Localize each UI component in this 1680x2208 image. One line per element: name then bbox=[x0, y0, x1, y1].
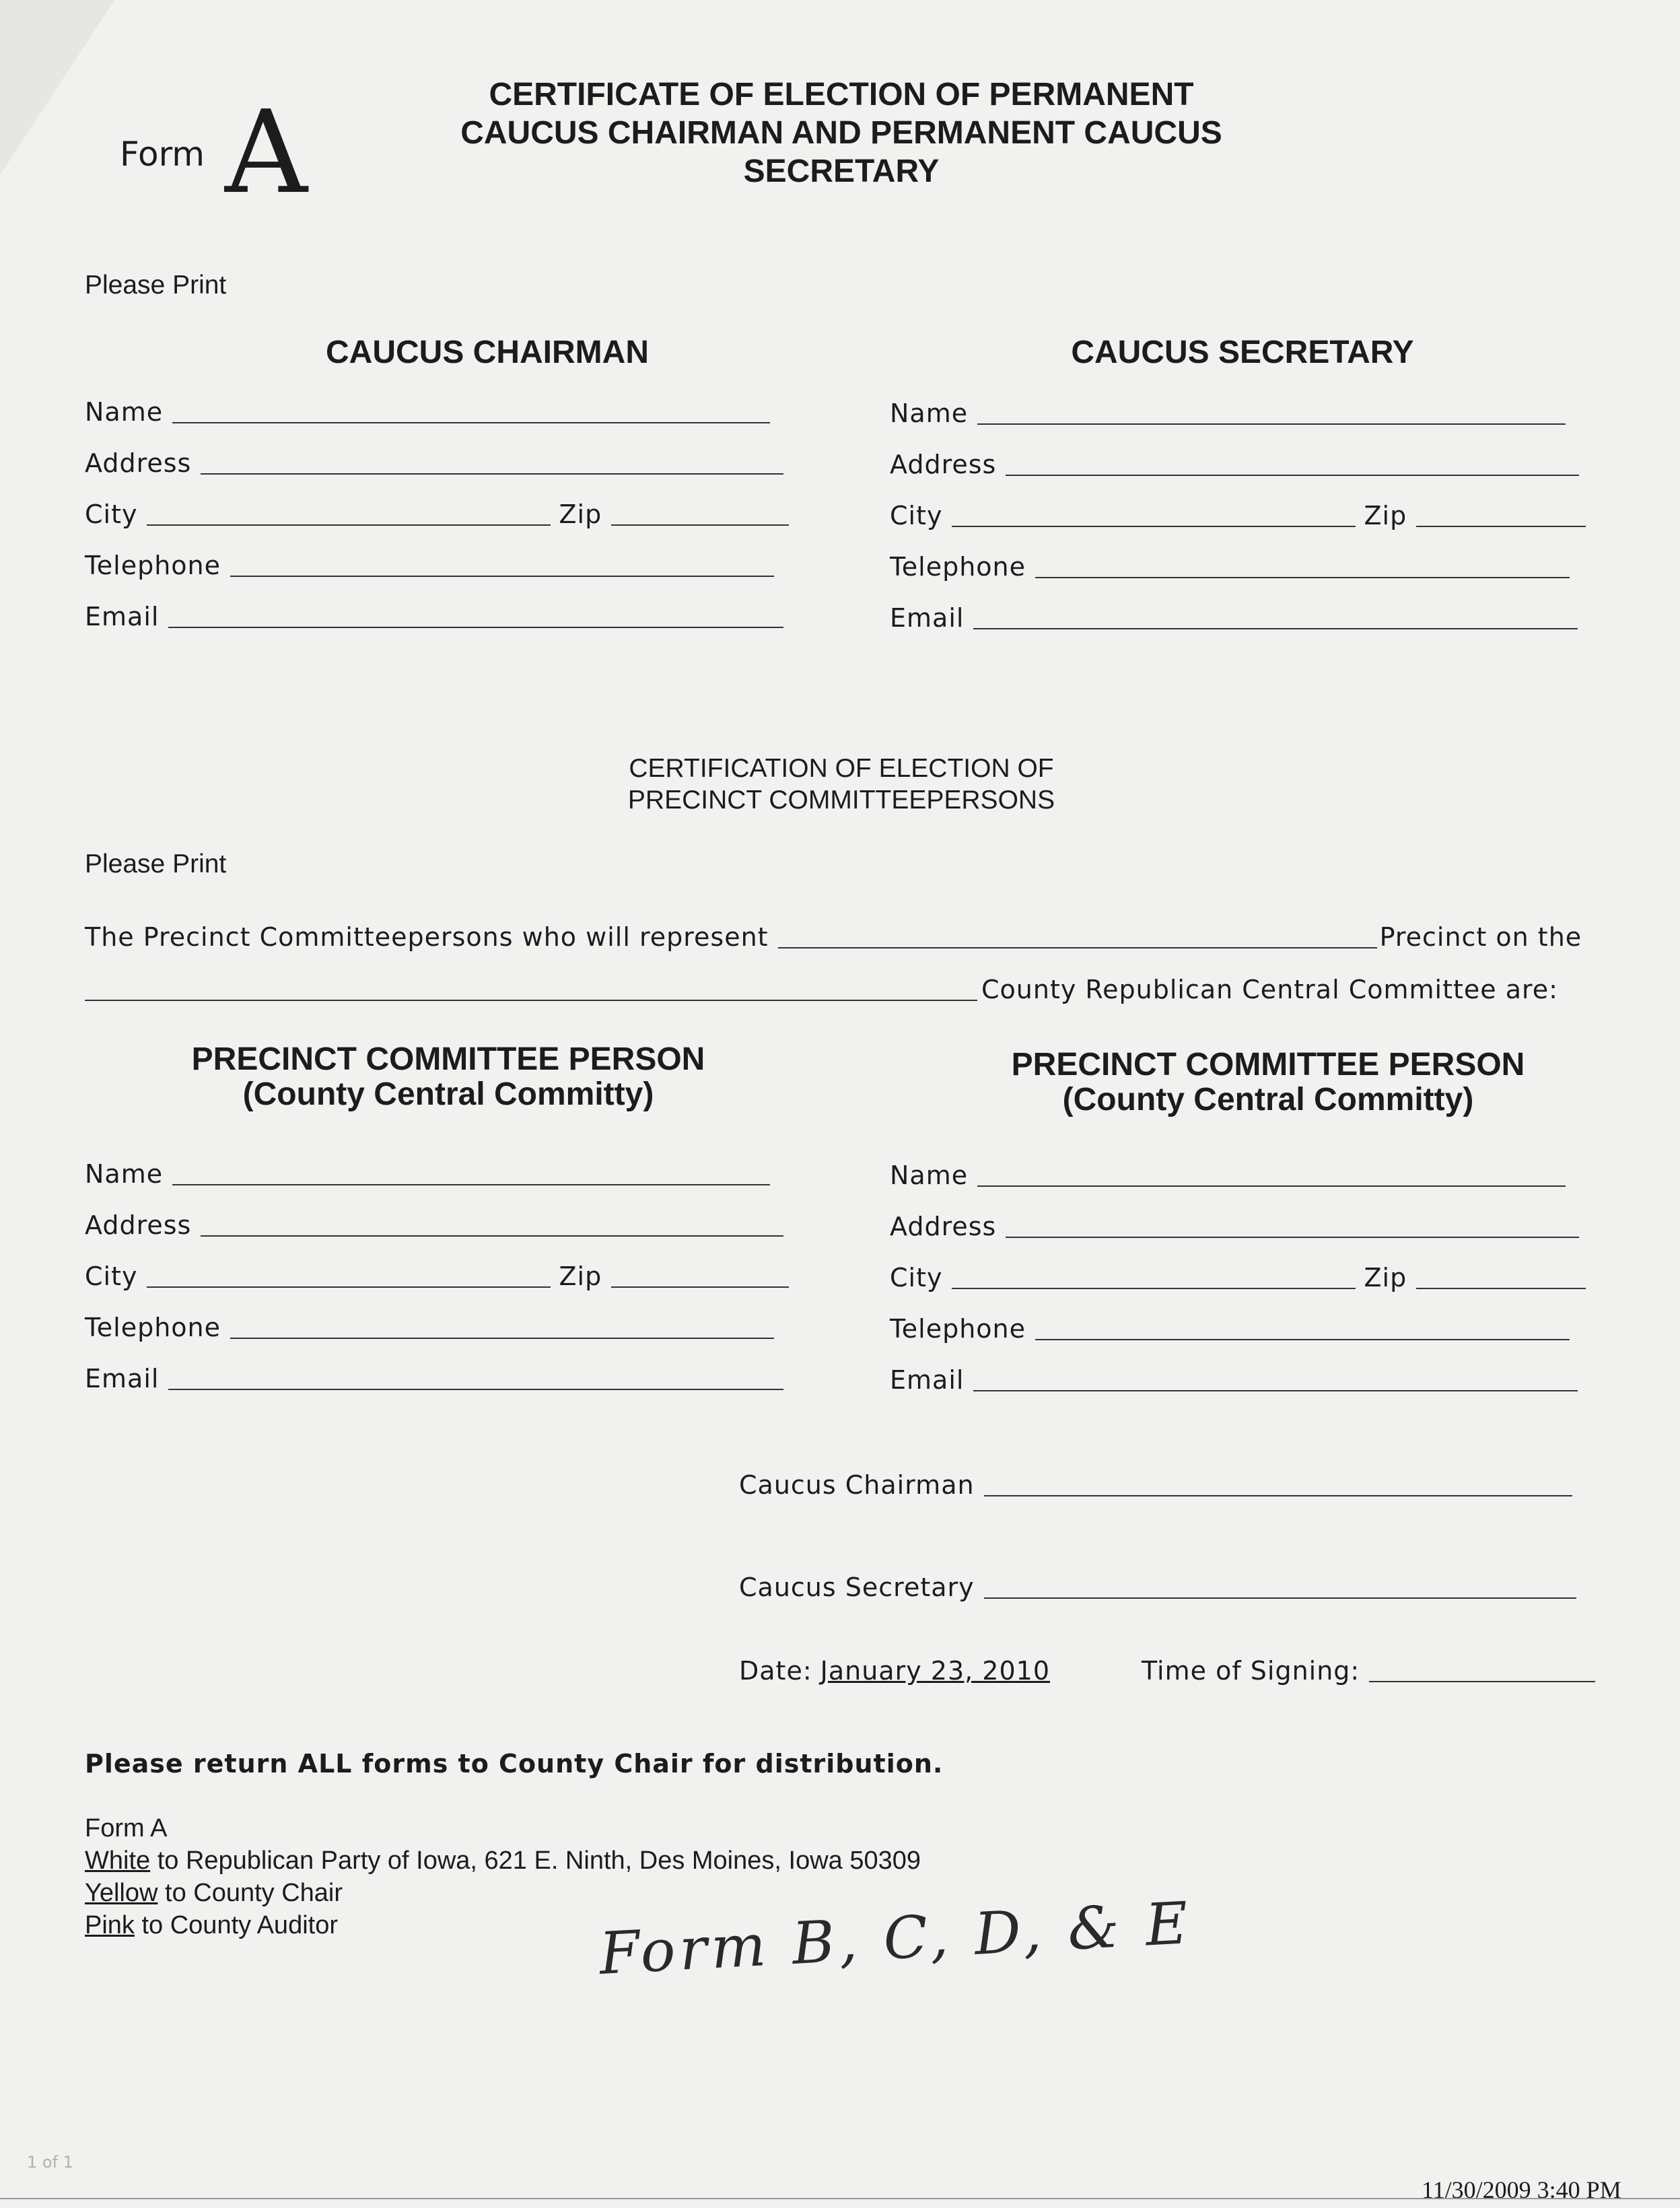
committee-person-2-heading bbox=[965, 1047, 1571, 1117]
distribution-white-key: White bbox=[85, 1847, 151, 1875]
chairman-city-label: City bbox=[85, 499, 138, 529]
chairman-telephone-row bbox=[85, 545, 774, 579]
time-of-signing-field[interactable] bbox=[1369, 1681, 1595, 1682]
committee-person-2-zip-label: Zip bbox=[1364, 1263, 1407, 1292]
committee-person-1-heading-line-2: (County Central Committy) bbox=[242, 1076, 654, 1112]
committee-person-1-email-label: Email bbox=[85, 1364, 160, 1393]
secretary-telephone-row bbox=[890, 547, 1570, 580]
secretary-email-label: Email bbox=[890, 603, 965, 633]
secretary-telephone-field[interactable] bbox=[1035, 577, 1570, 578]
distribution-pink-text: to County Auditor bbox=[134, 1911, 338, 1939]
committee-person-2-address-field[interactable] bbox=[1006, 1237, 1579, 1238]
secretary-signature-field[interactable] bbox=[984, 1597, 1576, 1599]
chairman-city-row bbox=[85, 494, 789, 528]
represent-text: The Precinct Committeepersons who will represent bbox=[85, 922, 769, 952]
committee-person-2-telephone-label: Telephone bbox=[890, 1314, 1026, 1344]
secretary-city-field[interactable] bbox=[952, 526, 1356, 527]
committee-person-1-name-field[interactable] bbox=[172, 1184, 770, 1185]
chairman-email-label: Email bbox=[85, 602, 160, 631]
county-name-field[interactable] bbox=[85, 1000, 977, 1001]
title-line-3: SECRETARY bbox=[743, 153, 940, 189]
committee-person-1-email-field[interactable] bbox=[168, 1389, 783, 1390]
committee-person-2-heading-line-1: PRECINCT COMMITTEE PERSON bbox=[1011, 1047, 1525, 1082]
committee-cert-title-line-1: CERTIFICATION OF ELECTION OF bbox=[629, 754, 1054, 783]
committee-please-print-note: Please Print bbox=[85, 850, 227, 878]
secretary-zip-label: Zip bbox=[1364, 501, 1407, 530]
secretary-email-field[interactable] bbox=[973, 628, 1578, 629]
committee-person-2-telephone-field[interactable] bbox=[1035, 1339, 1570, 1340]
secretary-name-field[interactable] bbox=[977, 423, 1566, 425]
secretary-telephone-label: Telephone bbox=[890, 552, 1026, 582]
committee-person-2-address-label: Address bbox=[890, 1212, 997, 1241]
committee-person-2-address-row bbox=[890, 1206, 1579, 1240]
chairman-name-row bbox=[85, 392, 770, 425]
chairman-signature-field[interactable] bbox=[984, 1495, 1572, 1496]
secretary-city-label: City bbox=[890, 501, 943, 530]
committee-person-2-city-row bbox=[890, 1257, 1586, 1291]
committee-person-1-zip-label: Zip bbox=[559, 1262, 602, 1291]
chairman-zip-label: Zip bbox=[559, 499, 602, 529]
precinct-on-the-text: Precinct on the bbox=[1379, 922, 1582, 952]
secretary-heading: CAUCUS SECRETARY bbox=[1071, 335, 1414, 370]
distribution-white bbox=[85, 1844, 921, 1877]
chairman-email-row bbox=[85, 596, 783, 630]
committee-person-2-name-field[interactable] bbox=[977, 1185, 1566, 1187]
distribution-white-text: to Republican Party of Iowa, 621 E. Ninth, Des Moines, Iowa 50309 bbox=[150, 1847, 921, 1875]
committee-person-1-address-label: Address bbox=[85, 1210, 192, 1240]
date-label: Date: bbox=[739, 1656, 812, 1686]
committee-person-1-telephone-label: Telephone bbox=[85, 1313, 221, 1342]
committee-person-1-city-row bbox=[85, 1256, 789, 1290]
print-timestamp: 11/30/2009 3:40 PM bbox=[1422, 2176, 1621, 2203]
title-line-1: CERTIFICATE OF ELECTION OF PERMANENT bbox=[489, 77, 1194, 112]
chairman-telephone-field[interactable] bbox=[230, 576, 774, 577]
title-line-2: CAUCUS CHAIRMAN AND PERMANENT CAUCUS bbox=[460, 115, 1222, 151]
chairman-signature-label: Caucus Chairman bbox=[739, 1470, 975, 1500]
secretary-city-row bbox=[890, 495, 1586, 529]
chairman-city-field[interactable] bbox=[147, 524, 551, 526]
secretary-name-label: Name bbox=[890, 399, 969, 428]
form-letter: A bbox=[225, 86, 308, 219]
committee-person-2-heading-line-2: (County Central Committy) bbox=[1062, 1082, 1474, 1117]
committee-person-1-telephone-field[interactable] bbox=[230, 1338, 774, 1339]
chairman-telephone-label: Telephone bbox=[85, 551, 221, 580]
form-reference: Form A bbox=[85, 1814, 168, 1842]
date-row bbox=[739, 1651, 1050, 1684]
distribution-yellow bbox=[85, 1877, 921, 1909]
committee-person-1-heading bbox=[145, 1042, 751, 1112]
form-label: Form bbox=[120, 135, 205, 174]
committee-person-1-name-label: Name bbox=[85, 1159, 164, 1189]
secretary-signature-row bbox=[739, 1567, 1576, 1601]
please-print-note: Please Print bbox=[85, 271, 227, 300]
date-value: January 23, 2010 bbox=[820, 1656, 1050, 1686]
represent-row bbox=[85, 917, 1582, 951]
folded-corner bbox=[0, 0, 114, 175]
page-number-mark: 1 of 1 bbox=[27, 2153, 73, 2172]
committee-cert-title-line-2: PRECINCT COMMITTEEPERSONS bbox=[627, 786, 1055, 815]
chairman-address-row bbox=[85, 443, 783, 477]
committee-person-1-address-field[interactable] bbox=[201, 1235, 783, 1237]
chairman-address-label: Address bbox=[85, 448, 192, 478]
distribution-yellow-key: Yellow bbox=[85, 1879, 158, 1907]
committee-person-1-city-field[interactable] bbox=[147, 1286, 551, 1288]
committee-person-2-zip-field[interactable] bbox=[1416, 1288, 1586, 1289]
secretary-address-label: Address bbox=[890, 450, 997, 479]
committee-person-2-name-label: Name bbox=[890, 1161, 969, 1190]
chairman-email-field[interactable] bbox=[168, 627, 783, 628]
committee-person-1-telephone-row bbox=[85, 1307, 774, 1341]
distribution-pink-key: Pink bbox=[85, 1911, 135, 1939]
county-row bbox=[85, 969, 1558, 1003]
chairman-zip-field[interactable] bbox=[611, 524, 789, 526]
bottom-divider bbox=[0, 2198, 1680, 2199]
committee-person-2-telephone-row bbox=[890, 1309, 1570, 1342]
secretary-zip-field[interactable] bbox=[1416, 526, 1586, 527]
committee-person-1-name-row bbox=[85, 1154, 770, 1187]
committee-person-1-heading-line-1: PRECINCT COMMITTEE PERSON bbox=[191, 1041, 705, 1077]
secretary-name-row bbox=[890, 393, 1566, 427]
committee-person-2-name-row bbox=[890, 1155, 1566, 1189]
chairman-name-label: Name bbox=[85, 397, 164, 427]
committee-person-2-city-label: City bbox=[890, 1263, 943, 1292]
handwritten-note: Form B, C, D, & E bbox=[597, 1890, 1194, 1988]
secretary-address-row bbox=[890, 444, 1579, 478]
precinct-name-field[interactable] bbox=[778, 947, 1377, 948]
committee-person-2-email-row bbox=[890, 1360, 1578, 1393]
committee-person-2-email-label: Email bbox=[890, 1365, 965, 1395]
committee-person-1-zip-field[interactable] bbox=[611, 1286, 789, 1288]
chairman-signature-row bbox=[739, 1465, 1572, 1498]
distribution-yellow-text: to County Chair bbox=[158, 1879, 343, 1907]
committee-person-1-address-row bbox=[85, 1205, 783, 1239]
committee-person-2-city-field[interactable] bbox=[952, 1288, 1356, 1289]
secretary-address-field[interactable] bbox=[1006, 475, 1579, 476]
committee-person-1-email-row bbox=[85, 1358, 783, 1392]
secretary-email-row bbox=[890, 598, 1578, 631]
time-of-signing-label: Time of Signing: bbox=[1142, 1656, 1360, 1686]
committee-person-1-city-label: City bbox=[85, 1262, 138, 1291]
chairman-address-field[interactable] bbox=[201, 473, 783, 475]
chairman-heading: CAUCUS CHAIRMAN bbox=[326, 335, 649, 370]
time-of-signing-row bbox=[1142, 1651, 1595, 1684]
page-title bbox=[404, 75, 1279, 191]
return-note: Please return ALL forms to County Chair for distribution. bbox=[85, 1749, 944, 1779]
committee-cert-title bbox=[538, 753, 1144, 816]
secretary-signature-label: Caucus Secretary bbox=[739, 1573, 975, 1602]
county-committee-text: County Republican Central Committee are: bbox=[981, 975, 1558, 1004]
committee-person-2-email-field[interactable] bbox=[973, 1390, 1578, 1391]
chairman-name-field[interactable] bbox=[172, 422, 770, 423]
